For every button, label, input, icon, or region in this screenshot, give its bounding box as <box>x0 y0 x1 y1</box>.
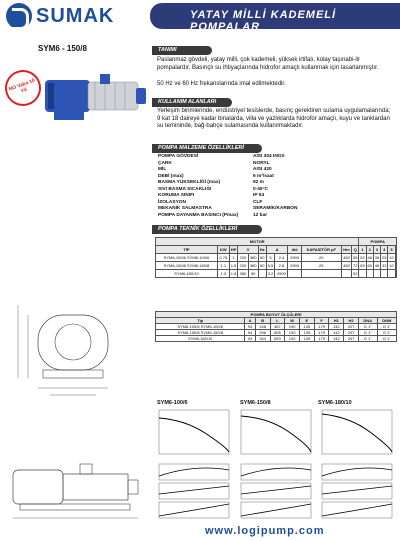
spec-key: MEKANİK SALMASTRA <box>158 206 212 211</box>
q-header: 3 <box>373 246 380 254</box>
cell <box>301 270 341 278</box>
cell: 10 <box>389 263 394 268</box>
cell: 92 <box>352 271 358 276</box>
spec-key: MİL <box>158 167 167 172</box>
spec-value: NORYL <box>253 160 270 166</box>
brand-name: SUMAK <box>36 5 115 27</box>
brand-logo <box>6 3 121 29</box>
col-header: KW <box>217 246 229 254</box>
col-header: TİP <box>156 246 218 254</box>
cell: 1 <box>229 254 238 262</box>
section-malzeme: POMPA MALZEME ÖZELLİKLERİ <box>152 144 262 153</box>
model-label: SYM6 - 150/8 <box>38 44 87 53</box>
cell: SYM6-100/6 SYM6-100/6 <box>156 324 245 330</box>
pump-image <box>40 60 150 135</box>
tech-table <box>155 237 397 278</box>
col-header: Tip <box>156 318 245 324</box>
col-header: DNA <box>358 318 377 324</box>
cell: 38 <box>374 255 380 260</box>
col-header: H2 <box>344 318 359 324</box>
col-header: E <box>300 318 315 324</box>
small-curves-1 <box>155 462 233 522</box>
cell: 3.2 <box>267 271 274 276</box>
curve-title-1: SYM6-100/6 <box>157 400 188 406</box>
cell: 139 <box>300 324 315 330</box>
cell: 380 <box>239 271 247 276</box>
cell: 20 <box>301 254 341 262</box>
cell: 139 <box>300 330 315 336</box>
cell: 553 <box>270 336 285 342</box>
table-row <box>156 254 397 262</box>
table-row <box>156 262 397 270</box>
col-header: L <box>270 318 285 324</box>
cell: G 1" <box>377 336 397 342</box>
q-header: 4 <box>381 246 388 254</box>
q-header: 5 <box>388 246 395 254</box>
cell: 0.75 <box>219 255 228 260</box>
cell: 139 <box>300 336 315 342</box>
cell: 2900 <box>288 254 301 262</box>
cell: 179 <box>314 336 329 342</box>
header <box>0 0 400 32</box>
col-header: Hz <box>259 247 265 252</box>
cell: 50 <box>259 263 265 268</box>
table-row <box>156 270 397 278</box>
col-header: Q <box>352 246 359 254</box>
cell: 142 <box>329 324 344 330</box>
col-header: A <box>266 246 288 254</box>
spec-key: BASMA YÜKSEKLİĞİ (max) <box>158 180 221 185</box>
spec-key: ÇARK <box>158 160 172 166</box>
cell: 1.3 <box>217 270 229 278</box>
small-curves-3 <box>318 462 396 522</box>
cell: 50 <box>248 270 258 278</box>
cell: 142 <box>329 330 344 336</box>
spec-value: AISI 304 INOX <box>253 154 285 159</box>
cell: 179 <box>314 330 329 336</box>
cell: 94 <box>245 336 255 342</box>
kullanim-text: Yerleşim birimlerinde, endüstriyel tesislerde, basınç gerektiren sulama uygulamalarında; 9 kat 18 daireye kadar binalarda, villa ve yazlıklarda hidrofor amaçlı, kuyu ve tanklardan su temininde, bağ-bahçe sulamasında kullanılmaktadır. <box>157 108 391 129</box>
cell: 220 <box>239 255 247 260</box>
cell: G 1" <box>358 330 377 336</box>
banner-title: YATAY MİLLİ KADEMELİ POMPALAR <box>190 9 337 33</box>
cell: 190 <box>285 324 300 330</box>
cell: 60 <box>367 263 372 268</box>
cell: 5.5 <box>267 263 274 268</box>
cell <box>341 270 351 278</box>
col-header: H1 <box>329 318 344 324</box>
performance-curve-1 <box>155 408 233 458</box>
spec-key: SIVI BASMA SICAKLIĞI <box>158 186 212 192</box>
cell: 344 <box>255 336 270 342</box>
cell: 179 <box>314 324 329 330</box>
q-header: 2 <box>366 246 373 254</box>
cell: 25 <box>381 255 387 260</box>
small-curves-2 <box>237 462 315 522</box>
col-header: KAPASİTÖR μF <box>301 246 341 254</box>
col-header: d/d <box>288 246 301 254</box>
col-header: Hm <box>343 247 350 252</box>
spec-key: POMPA DAYANMA BASINCI (Pmax) <box>158 212 239 218</box>
cell: 50 <box>259 255 265 260</box>
cell: 25 <box>301 262 341 270</box>
cell: 94 <box>245 330 255 336</box>
title-banner <box>150 3 400 33</box>
spec-value: 12 bar <box>253 212 268 218</box>
website-link[interactable]: www.logipump.com <box>205 525 325 537</box>
tanimi-text: Paslanmaz gövdeli, yatay milli, çok kademeli, yüksek irtifalı, kolay taşınabi-lir pompalardır. Basınçlı su ihtiyaçlarında hidrofor amaçlı kullanmak için tasarlanmıştır. <box>157 57 379 71</box>
cell: 296 <box>255 330 270 336</box>
col-header: F <box>314 318 329 324</box>
q-header: 1 <box>359 246 366 254</box>
cell: 1.5 <box>230 263 237 268</box>
spec-value: AISI 420 <box>253 167 272 172</box>
cell: SYM6-180/10 <box>156 336 245 342</box>
section-teknik: POMPA TEKNİK ÖZELLİKLERİ <box>152 225 262 234</box>
spec-key: POMPA GÖVDESİ <box>158 154 199 159</box>
cell: 2.8 <box>275 262 288 270</box>
spec-key: İZOLASYON <box>158 199 186 205</box>
cell: 46 <box>367 255 372 260</box>
cell: 142 <box>329 336 344 342</box>
badge-text: NO Vaka 10 Yıl <box>8 77 36 95</box>
spec-value: 6 m³/saat <box>253 173 274 179</box>
cell: 190 <box>285 336 300 342</box>
cell: 450 <box>343 255 350 260</box>
col-header: A <box>245 318 255 324</box>
cell: 1.8 <box>230 271 237 276</box>
cell: G 1" <box>377 324 397 330</box>
tanimi-text-2: 50 Hz ve 60 Hz frekanslarında imal edilmektedir. <box>157 81 286 87</box>
cell: 450 <box>343 263 350 268</box>
cell: G 1" <box>358 324 377 330</box>
cell: 1.1 <box>217 262 229 270</box>
cell: 190 <box>285 330 300 336</box>
cell: 380 <box>249 263 257 268</box>
spec-value: SERAMİK/KARBON <box>253 206 298 211</box>
spec-value: IP 54 <box>253 193 265 198</box>
cell: 69 <box>360 263 365 268</box>
col-header: HP <box>230 247 237 252</box>
cell: 5 <box>266 254 275 262</box>
spec-value: CLF <box>253 199 263 205</box>
cell: 48 <box>374 263 380 268</box>
cell: SYM6-150/8 SYM6-150/8 <box>156 262 218 270</box>
performance-curve-3 <box>318 408 396 458</box>
pompa-header: POMPA <box>359 238 397 246</box>
cell: 72 <box>352 263 358 268</box>
cell: 220 <box>239 263 247 268</box>
cell: 32 <box>381 263 387 268</box>
spec-value: 0-45°C <box>253 186 268 192</box>
side-view-drawing <box>5 460 145 525</box>
cell: 52 <box>360 255 365 260</box>
cell: SYM6-180/10 <box>156 270 218 278</box>
performance-curve-2 <box>237 408 315 458</box>
cell: SYM6-150/8 SYM6-150/8 <box>156 330 245 336</box>
dimension-drawing <box>8 300 148 400</box>
spec-value: 92 m <box>253 180 264 185</box>
section-kullanim: KULLANIM ALANLARI <box>152 98 232 107</box>
section-tanimi: TANIMI <box>152 46 212 55</box>
cell: 248 <box>255 324 270 330</box>
curve-title-3: SYM6-180/10 <box>318 400 352 406</box>
cell: 2.4 <box>275 254 288 262</box>
dimension-table <box>155 311 397 342</box>
cell: 2900 <box>275 270 288 278</box>
cell: 207 <box>344 336 359 342</box>
cell: 505 <box>270 330 285 336</box>
cell: SYM6-100/6 SYM6-100/6 <box>156 254 218 262</box>
spec-key: DEBİ (max) <box>158 173 184 179</box>
cell: 2900 <box>288 262 301 270</box>
cell: 457 <box>270 324 285 330</box>
col-header: W <box>285 318 300 324</box>
cell: 10 <box>389 255 394 260</box>
table-row <box>156 336 397 342</box>
cell: 207 <box>344 330 359 336</box>
curve-title-2: SYM6-150/8 <box>240 400 271 406</box>
col-header: DNM <box>377 318 397 324</box>
spec-key: KORUMA SINIFI <box>158 193 195 198</box>
col-header: V <box>238 246 258 254</box>
spec-list <box>158 154 298 219</box>
cell <box>258 270 266 278</box>
dim-title: POMPA BOYUT ÖLÇÜLERİ <box>156 312 397 318</box>
cell: 380 <box>249 255 257 260</box>
cell <box>288 270 301 278</box>
motor-header: MOTOR <box>156 238 359 246</box>
cell: 55 <box>352 255 358 260</box>
col-header: B <box>255 318 270 324</box>
cell: 94 <box>245 324 255 330</box>
cell: 207 <box>344 324 359 330</box>
cell: G 1" <box>377 330 397 336</box>
cell: G 1" <box>358 336 377 342</box>
logo-icon <box>6 3 32 29</box>
